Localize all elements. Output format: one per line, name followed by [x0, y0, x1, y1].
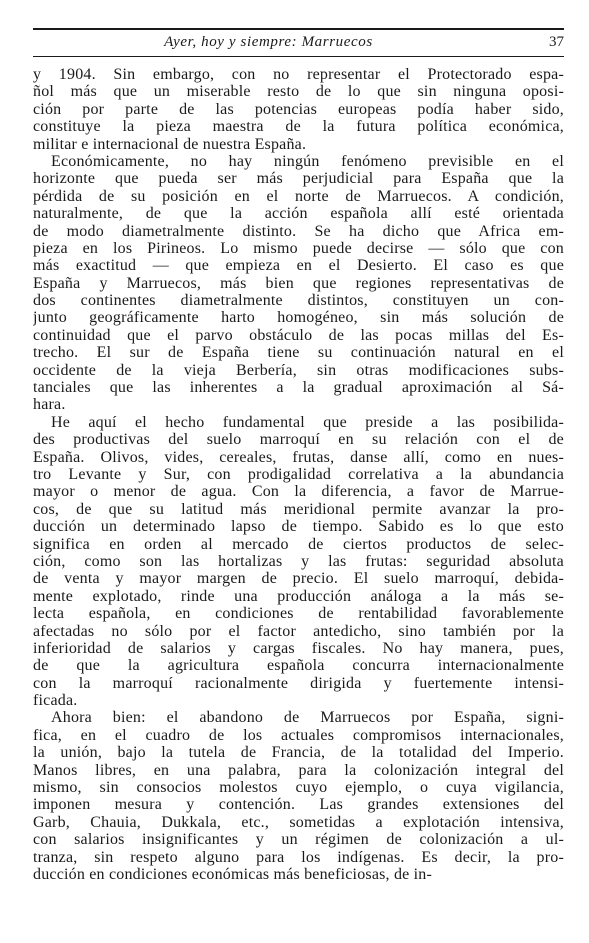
- paragraph: [33, 66, 564, 153]
- text-line: tranza, sin respeto alguno para los indígenas. Es decir, la pro-: [33, 848, 564, 866]
- book-page: [33, 0, 564, 943]
- text-line: des productivas del suelo marroquí en su relación con el de: [33, 431, 564, 449]
- text-line: Manos libres, en una palabra, para la colonización integral del: [33, 761, 564, 779]
- text-line: ñol más que un miserable resto de lo que sin ninguna oposi-: [33, 83, 564, 101]
- running-title: Ayer, hoy y siempre: Marruecos: [164, 34, 373, 50]
- text-line: fica, en el cuadro de los actuales compromisos internacionales,: [33, 726, 564, 744]
- text-line: ducción un determinado lapso de tiempo. Sabido es lo que esto: [33, 518, 564, 536]
- text-line: lecta española, en condiciones de rentabilidad favorablemente: [33, 605, 564, 623]
- text-line: ducción en condiciones económicas más beneficiosas, de in-: [33, 865, 433, 883]
- text-line: dos continentes diametralmente distintos, constituyen un con-: [33, 292, 564, 310]
- running-header: [33, 28, 564, 57]
- text-line: He aquí el hecho fundamental que preside a las posibilida-: [51, 413, 564, 431]
- text-line: naturalmente, de que la acción española allí esté orientada: [33, 205, 564, 223]
- text-line: constituye la pieza maestra de la futura política económica,: [33, 118, 564, 136]
- text-line: mayor o menor de agua. Con la diferencia, a favor de Marrue-: [33, 483, 564, 501]
- text-line: significa en orden al mercado de ciertos productos de selec-: [33, 535, 564, 553]
- text-line: España. Olivos, vides, cereales, frutas, danse allí, como en nues-: [33, 448, 564, 466]
- text-line: con salarios insignificantes y un régimen de colonización a ul-: [33, 831, 564, 849]
- text-line: Ahora bien: el abandono de Marruecos por España, signi-: [51, 709, 564, 727]
- text-line: con la marroquí racionalmente dirigida y fuertemente intensi-: [33, 674, 564, 692]
- text-line: de venta y mayor margen de precio. El suelo marroquí, debida-: [33, 570, 564, 588]
- text-line: hara.: [33, 396, 66, 414]
- text-line: cos, de que su latitud más meridional permite avanzar la pro-: [33, 500, 564, 518]
- paragraph: [33, 709, 564, 883]
- text-line: más exactitud — que empieza en el Desierto. El caso es que: [33, 257, 564, 275]
- text-line: tro Levante y Sur, con prodigalidad correlativa a la abundancia: [33, 465, 564, 483]
- text-line: junto geográficamente harto homogéneo, sin más solución de: [33, 309, 564, 327]
- text-line: ficada.: [33, 692, 78, 710]
- text-line: España y Marruecos, más bien que regiones representativas de: [33, 274, 564, 292]
- text-line: pérdida de su posición en el norte de Marruecos. A condición,: [33, 187, 564, 205]
- text-line: la unión, bajo la tutela de Francia, de la totalidad del Imperio.: [33, 744, 564, 762]
- text-line: trecho. El sur de España tiene su continuación natural en el: [33, 344, 564, 362]
- text-line: ción, como son las hortalizas y las frutas: seguridad absoluta: [33, 552, 564, 570]
- text-line: imponen mesura y contención. Las grandes extensiones del: [33, 796, 564, 814]
- text-line: tanciales que las inherentes a la gradual aproximación al Sá-: [33, 379, 564, 397]
- text-line: de modo diametralmente distinto. Se ha dicho que Africa em-: [33, 222, 564, 240]
- text-line: horizonte que pueda ser más perjudicial para España que la: [33, 170, 564, 188]
- text-line: continuidad que el parvo obstáculo de las pocas millas del Es-: [33, 326, 564, 344]
- text-line: militar e internacional de nuestra España.: [33, 135, 307, 153]
- text-line: inferioridad de salarios y cargas fiscales. No hay manera, pues,: [33, 639, 564, 657]
- text-line: Garb, Chauia, Dukkala, etc., sometidas a explotación intensiva,: [33, 813, 564, 831]
- body-text: [33, 66, 564, 883]
- paragraph: [33, 153, 564, 414]
- text-line: mente explotado, rinde una producción análoga a la más se-: [33, 587, 564, 605]
- text-line: pieza en los Pirineos. Lo mismo puede decirse — sólo que con: [33, 239, 564, 257]
- paragraph: [33, 414, 564, 710]
- text-line: mismo, sin consocios molestos cuyo ejemplo, o cuya vigilancia,: [33, 779, 564, 797]
- page-number: 37: [549, 34, 564, 50]
- text-line: de que la agricultura española concurra internacionalmente: [33, 657, 564, 675]
- text-line: afectadas no sólo por el factor antedicho, sino también por la: [33, 622, 564, 640]
- text-line: y 1904. Sin embargo, con no representar el Protectorado espa-: [33, 66, 564, 83]
- text-line: ción por parte de las potencias europeas podía haber sido,: [33, 100, 564, 118]
- text-line: Económicamente, no hay ningún fenómeno previsible en el: [51, 152, 564, 170]
- text-line: occidente de la vieja Berbería, sin otras modificaciones subs-: [33, 361, 564, 379]
